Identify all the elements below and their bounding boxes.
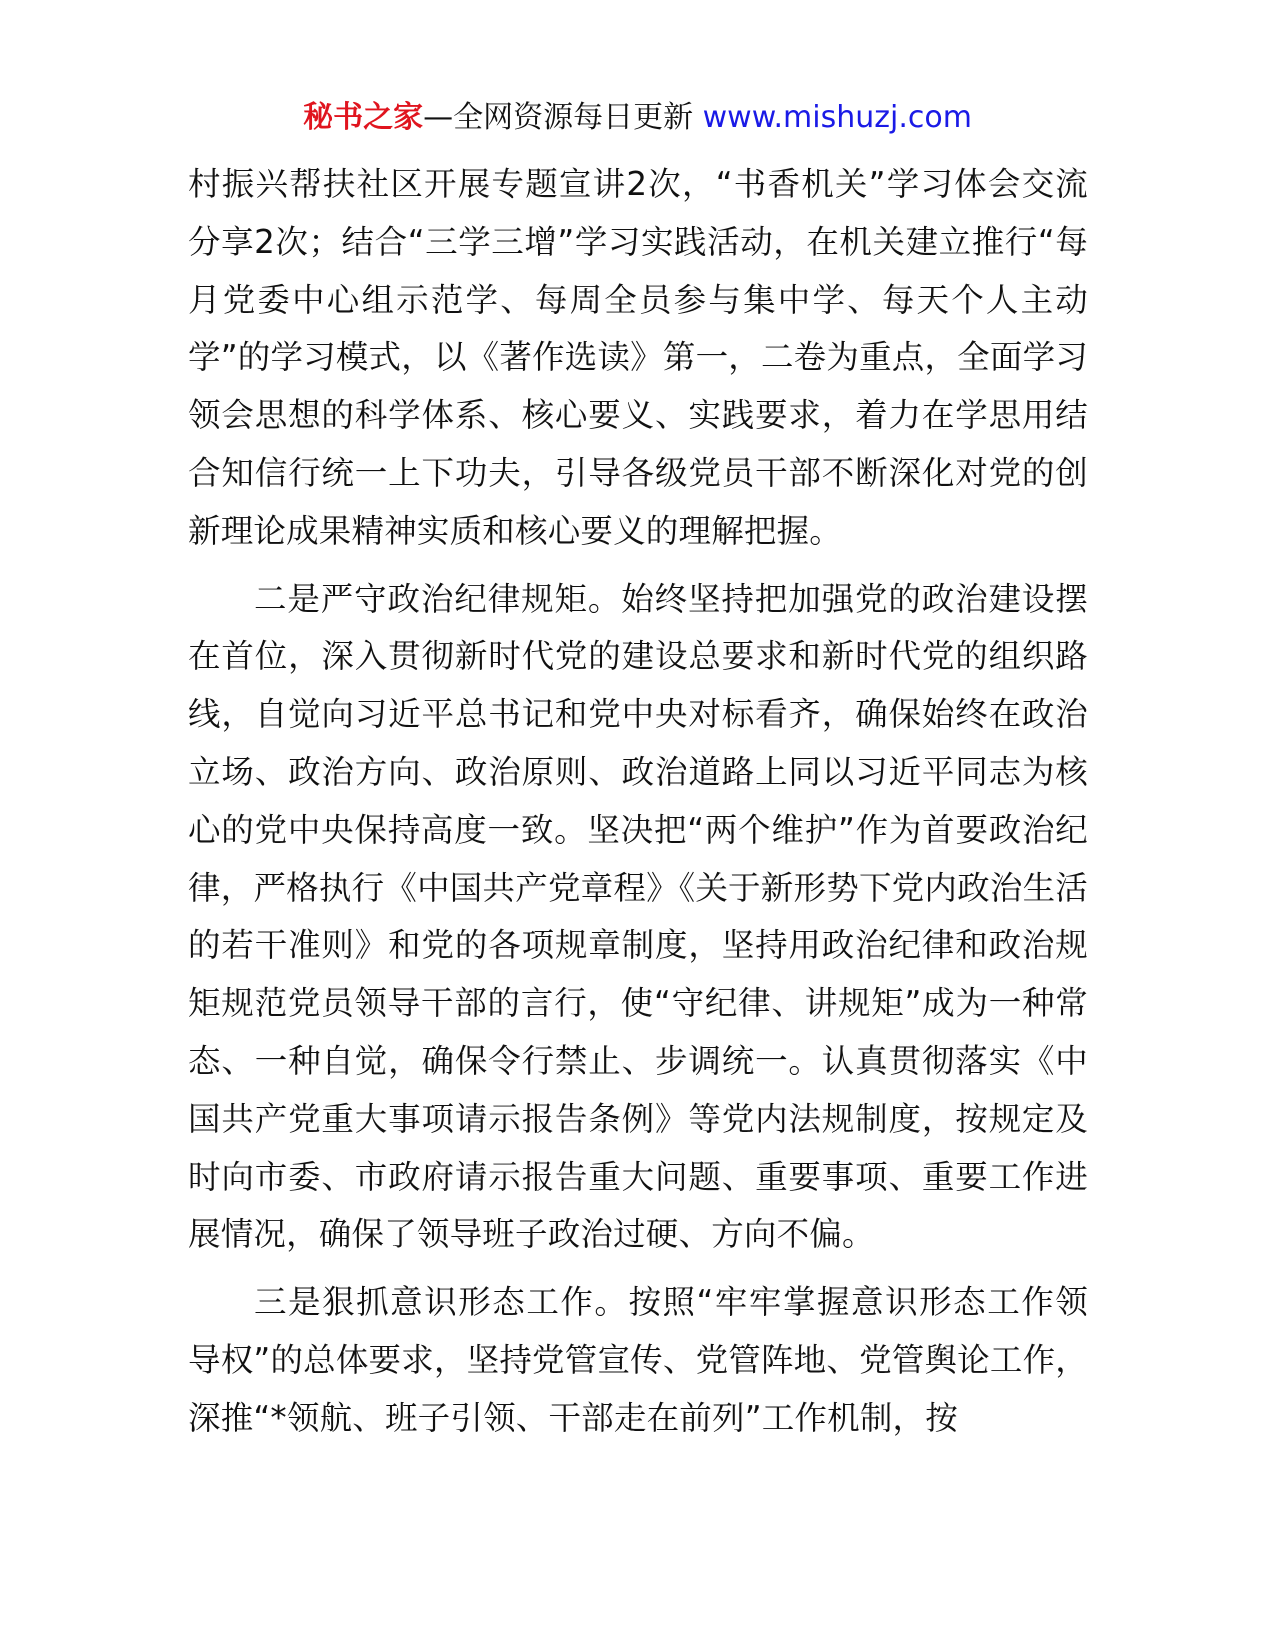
site-url-link[interactable]: www.mishuzj.com [702,100,972,135]
brand-name: 秘书之家 [303,100,424,135]
paragraph-continuation: 村振兴帮扶社区开展专题宣讲2次，“书香机关”学习体会交流分享2次；结合“三学三增”学习实践活动，在机关建立推行“每月党委中心组示范学、每周全员参与集中学、每天个人主动学”的学习模式，以《著作选读》第一，二卷为重点，全面学习领会思想的科学体系、核心要义、实践要求，着力在学思用结合知信行统一上下功夫，引导各级党员干部不断深化对党的创新理论成果精神实质和核心要义的理解把握。 [188,165,1088,550]
site-header [0,98,1275,138]
paragraph-political-discipline: 二是严守政治纪律规矩。始终坚持把加强党的政治建设摆在首位，深入贯彻新时代党的建设总要求和新时代党的组织路线，自觉向习近平总书记和党中央对标看齐，确保始终在政治立场、政治方向、政治原则、政治道路上同以习近平同志为核心的党中央保持高度一致。坚决把“两个维护”作为首要政治纪律，严格执行《中国共产党章程》《关于新形势下党内政治生活的若干准则》和党的各项规章制度，坚持用政治纪律和政治规矩规范党员领导干部的言行，使“守纪律、讲规矩”成为一种常态、一种自觉，确保令行禁止、步调统一。认真贯彻落实《中国共产党重大事项请示报告条例》等党内法规制度，按规定及时向市委、市政府请示报告重大问题、重要事项、重要工作进展情况，确保了领导班子政治过硬、方向不偏。 [188,579,1088,1254]
document-body [188,156,1088,1448]
paragraph-ideology-work: 三是狠抓意识形态工作。按照“牢牢掌握意识形态工作领导权”的总体要求，坚持党管宣传、党管阵地、党管舆论工作，深推“*领航、班子引领、干部走在前列”工作机制，按 [188,1283,1088,1437]
header-tagline: —全网资源每日更新 [423,100,694,135]
